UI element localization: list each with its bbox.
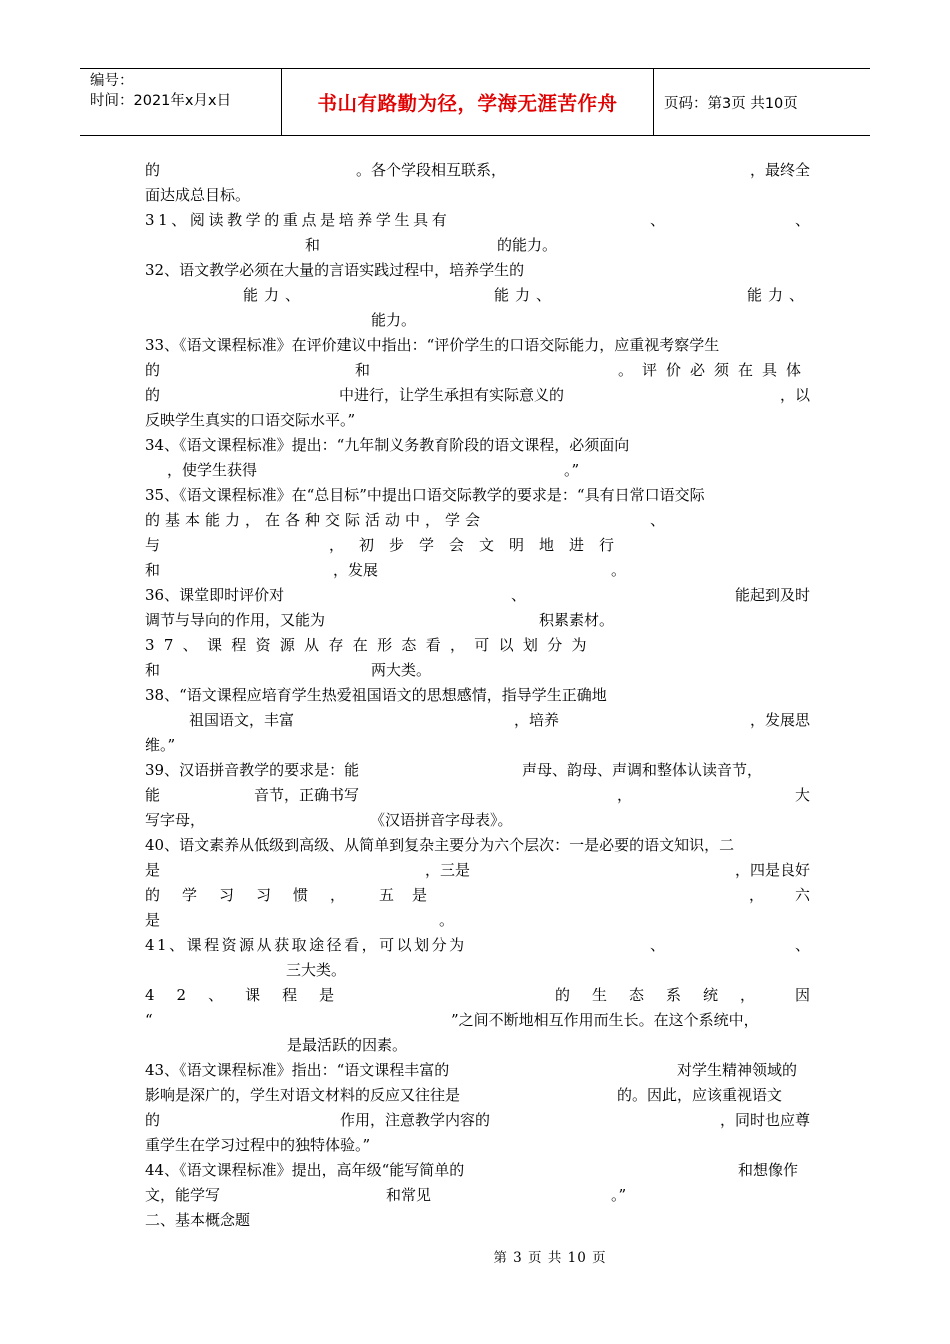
line-segment: 。各个学段相互联系， (356, 161, 507, 179)
line-segment: 文，能学写 (145, 1186, 221, 1204)
line-segment: 两大类。 (371, 661, 432, 679)
line-segment: 的能力。 (497, 236, 558, 254)
line-segment: 六 (794, 886, 810, 904)
header-motto: 书山有路勤为径，学海无涯苦作舟 (282, 69, 654, 135)
line-segment: 能 (145, 786, 161, 804)
text-line (145, 583, 810, 608)
text-line (145, 408, 810, 433)
line-segment: 36、课堂即时评价对 (145, 586, 285, 604)
line-segment: 祖国语文，丰富 (189, 711, 295, 729)
text-line (145, 1158, 810, 1183)
line-segment: 能起到及时 (734, 586, 810, 604)
text-line (145, 158, 810, 183)
line-segment: ，使学生获得 (167, 461, 258, 479)
text-line (145, 633, 810, 658)
text-line (145, 783, 810, 808)
text-line (145, 1108, 810, 1133)
line-segment: 写字母， (145, 811, 206, 829)
line-segment: 的学习习惯， (145, 886, 368, 904)
text-line (145, 983, 810, 1008)
text-line (145, 958, 810, 983)
line-segment: 是最活跃的因素。 (287, 1036, 408, 1054)
text-line (145, 1183, 810, 1208)
line-segment: 42、课程是 (145, 986, 357, 1004)
text-line (145, 283, 810, 308)
line-segment: 二、基本概念题 (145, 1211, 251, 1229)
line-segment: 因 (794, 986, 810, 1004)
line-segment: 。” (564, 461, 580, 479)
line-segment: ，四是良好 (734, 861, 810, 879)
line-segment: 的 (145, 386, 161, 404)
text-line (145, 458, 810, 483)
page-header (80, 68, 870, 136)
text-line (145, 683, 810, 708)
line-segment: 三大类。 (286, 961, 347, 979)
line-segment: 能力、 (746, 286, 810, 304)
line-segment: 能力。 (371, 311, 417, 329)
line-segment: 32、语文教学必须在大量的言语实践过程中，培养学生的 (145, 261, 525, 279)
line-segment: 的。因此，应该重视语文 (617, 1086, 783, 1104)
text-line (145, 208, 810, 233)
text-line (145, 883, 810, 908)
line-segment: 声母、韵母、声调和整体认读音节， (522, 761, 763, 779)
line-segment: 43、《语文课程标准》指出：“语文课程丰富的 (145, 1061, 450, 1079)
text-line (145, 558, 810, 583)
line-segment: ，同时也应尊 (719, 1111, 810, 1129)
line-segment: ， (617, 786, 633, 804)
text-line (145, 1033, 810, 1058)
text-line (145, 383, 810, 408)
line-segment: 音节，正确书写 (254, 786, 360, 804)
text-line (145, 1058, 810, 1083)
line-segment: ，培养 (514, 711, 560, 729)
text-line (145, 1208, 810, 1233)
line-segment: 38、“语文课程应培育学生热爱祖国语文的思想感情，指导学生正确地 (145, 686, 607, 704)
line-segment: 、 (794, 211, 810, 229)
line-segment: 是 (145, 861, 161, 879)
line-segment: 和想像作 (738, 1161, 799, 1179)
line-segment: 。” (611, 1186, 627, 1204)
header-page-info: 页码：第3页 共10页 (664, 95, 798, 112)
line-segment: 维。” (145, 736, 176, 754)
line-segment: 、 (511, 586, 527, 604)
line-segment: 《汉语拼音字母表》。 (370, 811, 513, 829)
line-segment: 大 (794, 786, 810, 804)
text-line (145, 733, 810, 758)
line-segment: 影响是深广的，学生对语文材料的反应又往往是 (145, 1086, 461, 1104)
line-segment: ，三是 (425, 861, 471, 879)
text-line (145, 183, 810, 208)
line-segment: 是 (145, 911, 161, 929)
line-segment: ”之间不断地相互作用而生长。在这个系统中， (451, 1011, 759, 1029)
text-line (145, 433, 810, 458)
line-segment: 和 (355, 361, 371, 379)
line-segment: 和 (145, 661, 161, 679)
line-segment: 中进行，让学生承担有实际意义的 (339, 386, 565, 404)
text-line (145, 808, 810, 833)
line-segment: 和常见 (386, 1186, 432, 1204)
line-segment: 对学生精神领域的 (677, 1061, 798, 1079)
line-segment: 。评价必须在具体 (617, 361, 810, 379)
line-segment: 44、《语文课程标准》提出，高年级“能写简单的 (145, 1161, 465, 1179)
line-segment: ，发展思 (749, 711, 810, 729)
line-segment: 33、《语文课程标准》在评价建议中指出：“评价学生的口语交际能力，应重视考察学生 (145, 336, 720, 354)
document-date-label: 时间：2021年x月x日 (90, 93, 232, 109)
text-line (145, 708, 810, 733)
line-segment: 。 (611, 561, 627, 579)
line-segment: 、 (650, 936, 666, 954)
text-line (145, 758, 810, 783)
line-segment: 、 (650, 211, 666, 229)
line-segment: 34、《语文课程标准》提出：“九年制义务教育阶段的语文课程，必须面向 (145, 436, 630, 454)
text-line (145, 233, 810, 258)
line-segment: 的生态系统， (555, 986, 778, 1004)
line-segment: 调节与导向的作用，又能为 (145, 611, 326, 629)
line-segment: 37、课程资源从存在形态看，可以划分为 (145, 636, 596, 654)
line-segment: 和 (145, 561, 161, 579)
text-line (145, 258, 810, 283)
line-segment: ，初步学会文明地进行 (329, 536, 630, 554)
line-segment: 39、汉语拼音教学的要求是：能 (145, 761, 360, 779)
line-segment: 的 (145, 161, 161, 179)
text-line (145, 908, 810, 933)
line-segment: 能力、 (243, 286, 307, 304)
line-segment: 、 (794, 936, 810, 954)
line-segment: 能力、 (494, 286, 558, 304)
text-line (145, 1008, 810, 1033)
line-segment: 的 (145, 361, 161, 379)
document-number-label: 编号： (90, 73, 134, 89)
line-segment: ，最终全 (749, 161, 810, 179)
line-segment: 重学生在学习过程中的独特体验。” (145, 1136, 371, 1154)
line-segment: 积累素材。 (539, 611, 615, 629)
text-line (145, 658, 810, 683)
text-line (145, 833, 810, 858)
line-segment: 的基本能力，在各种交际活动中，学会 (145, 511, 486, 529)
line-segment: 35、《语文课程标准》在“总目标”中提出口语交际教学的要求是：“具有日常口语交际 (145, 486, 705, 504)
text-line (145, 483, 810, 508)
line-segment: 41、课程资源从获取途径看，可以划分为 (145, 936, 467, 954)
text-line (145, 1133, 810, 1158)
line-segment: 31、阅读教学的重点是培养学生具有 (145, 211, 451, 229)
line-segment: ，以 (779, 386, 810, 404)
line-segment: 五是 (379, 886, 446, 904)
line-segment: 的 (145, 1111, 161, 1129)
line-segment: 反映学生真实的口语交际水平。” (145, 411, 356, 429)
text-line (145, 508, 810, 533)
text-line (145, 858, 810, 883)
text-line (145, 608, 810, 633)
line-segment: 作用，注意教学内容的 (340, 1111, 491, 1129)
line-segment: 面达成总目标。 (145, 186, 251, 204)
line-segment: 、 (650, 511, 666, 529)
text-line (145, 333, 810, 358)
line-segment: 40、语文素养从低级到高级、从简单到复杂主要分为六个层次：一是必要的语文知识，二 (145, 836, 735, 854)
question-text (145, 158, 810, 1233)
line-segment: “ (145, 1011, 153, 1029)
line-segment: 与 (145, 536, 161, 554)
line-segment: 。 (439, 911, 455, 929)
text-line (145, 933, 810, 958)
line-segment: ，发展 (333, 561, 379, 579)
line-segment: 和 (305, 236, 321, 254)
text-line (145, 533, 810, 558)
text-line (145, 308, 810, 333)
text-line (145, 358, 810, 383)
header-meta-cell (80, 69, 282, 135)
text-line (145, 1083, 810, 1108)
line-segment: ， (749, 886, 765, 904)
page-footer: 第 3 页 共 10 页 (493, 1250, 607, 1266)
